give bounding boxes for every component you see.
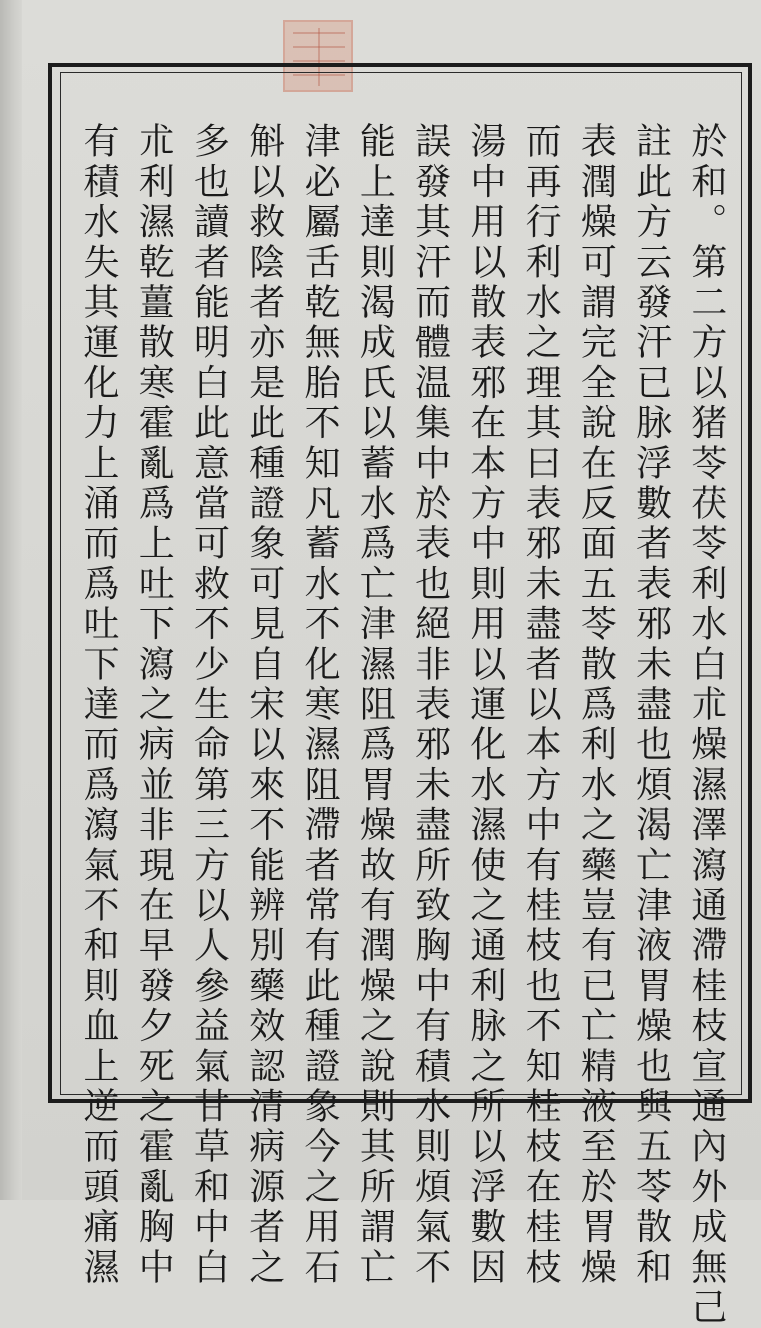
text-column-2 xyxy=(625,122,677,1288)
text-column-3 xyxy=(569,122,621,1288)
binding-edge xyxy=(0,0,22,1200)
text-column-9 xyxy=(238,122,290,1288)
vertical-text-block xyxy=(66,122,738,1328)
column-text: 能上達則渴成氏以蓄水爲亡津濕阻爲胃燥故有潤燥之說則其所謂亡 xyxy=(354,122,396,1288)
text-column-4 xyxy=(514,122,566,1288)
column-text: 而再行利水之理其曰表邪未盡者以本方中有桂枝也不知桂枝在桂枝 xyxy=(520,122,562,1288)
column-text: 朮利濕乾薑散寒霍亂爲上吐下瀉之病並非現在早發夕死之霍亂胸中 xyxy=(133,122,175,1288)
column-text: 斛以救陰者亦是此種證象可見自宋以來不能辨別藥效認清病源者之 xyxy=(243,122,285,1288)
text-column-10 xyxy=(183,122,235,1288)
column-text: 多也讀者能明白此意當可救不少生命第三方以人參益氣甘草和中白 xyxy=(188,122,230,1288)
text-column-12 xyxy=(72,122,124,1288)
column-text: 湯中用以散表邪在本方中則用以運化水濕使之通利脉之所以浮數因 xyxy=(464,122,506,1288)
text-column-7 xyxy=(348,122,400,1288)
text-column-1 xyxy=(680,122,732,1328)
text-column-8 xyxy=(293,122,345,1288)
column-text: 有積水失其運化力上涌而爲吐下達而爲瀉氣不和則血上逆而頭痛濕 xyxy=(78,122,119,1288)
text-column-5 xyxy=(459,122,511,1288)
text-column-11 xyxy=(127,122,179,1288)
column-text: 於和。第二方以猪苓茯苓利水白朮燥濕澤瀉通滯桂枝宣通內外成無己 xyxy=(685,122,727,1328)
column-text: 表潤燥可謂完全說在反面五苓散爲利水之藥豈有已亡精液至於胃燥 xyxy=(575,122,617,1288)
column-text: 誤發其汗而體温集中於表也絕非表邪未盡所致胸中有積水則煩氣不 xyxy=(409,122,451,1288)
column-text: 註此方云發汗已脉浮數者表邪未盡也煩渴亡津液胃燥也與五苓散和 xyxy=(630,122,672,1288)
column-text: 津必屬舌乾無胎不知凡蓄水不化寒濕阻滯者常有此種證象今之用石 xyxy=(299,122,341,1288)
text-column-6 xyxy=(404,122,456,1288)
